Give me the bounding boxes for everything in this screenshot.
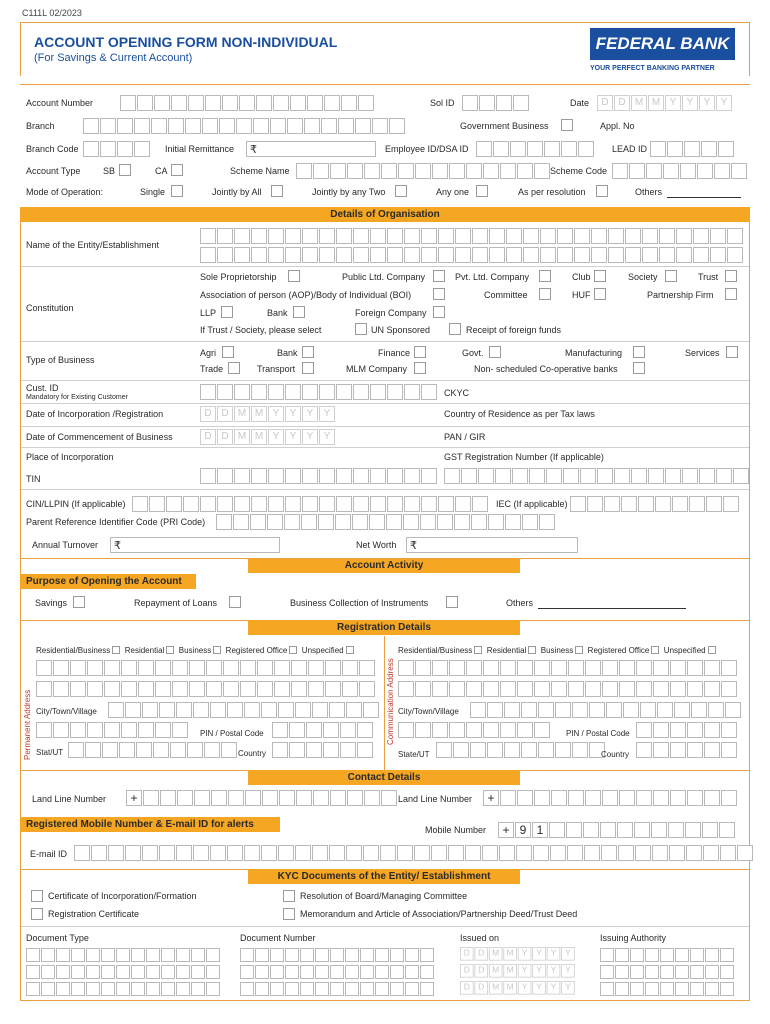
llp-label: LLP bbox=[200, 308, 217, 318]
aop-checkbox[interactable] bbox=[433, 288, 445, 300]
doi-field[interactable]: D D M M Y Y Y Y bbox=[200, 406, 336, 422]
entity-name-field-1[interactable] bbox=[200, 228, 744, 244]
perm-state-label: Stat/UT bbox=[36, 748, 64, 757]
tin-field-left[interactable] bbox=[200, 468, 438, 484]
as-per-resolution-checkbox[interactable] bbox=[596, 185, 608, 197]
email-field[interactable] bbox=[74, 845, 754, 861]
iec-field[interactable] bbox=[570, 496, 740, 512]
comm-state-label: State/UT bbox=[398, 750, 430, 759]
club-checkbox[interactable] bbox=[594, 270, 606, 282]
partnership-label: Partnership Firm bbox=[647, 290, 714, 300]
sb-checkbox[interactable] bbox=[119, 164, 131, 176]
iec-label: IEC (If applicable) bbox=[496, 499, 568, 509]
services-checkbox[interactable] bbox=[726, 346, 738, 358]
lead-id-field[interactable] bbox=[650, 141, 735, 157]
any-one-checkbox[interactable] bbox=[476, 185, 488, 197]
jointly-all-label: Jointly by All bbox=[212, 187, 262, 197]
single-label: Single bbox=[140, 187, 166, 197]
perm-pin-label: PIN / Postal Code bbox=[200, 729, 264, 738]
public-ltd-label: Public Ltd. Company bbox=[342, 272, 426, 282]
club-label: Club bbox=[572, 272, 591, 282]
divider bbox=[21, 341, 749, 342]
scheme-name-label: Scheme Name bbox=[230, 166, 290, 176]
receipt-foreign-label: Receipt of foreign funds bbox=[466, 325, 562, 335]
turnover-label: Annual Turnover bbox=[32, 540, 99, 550]
doc-number-label: Document Number bbox=[240, 933, 316, 943]
if-trust-label: If Trust / Society, please select bbox=[200, 325, 322, 335]
divider bbox=[21, 403, 749, 404]
divider bbox=[20, 84, 750, 85]
appl-no-label: Appl. No bbox=[600, 121, 635, 131]
bank-tagline: YOUR PERFECT BANKING PARTNER bbox=[590, 65, 715, 72]
scheme-code-field[interactable] bbox=[612, 163, 748, 179]
society-checkbox[interactable] bbox=[665, 270, 677, 282]
doi-label: Date of Incorporation /Registration bbox=[26, 409, 164, 419]
net-worth-label: Net Worth bbox=[356, 540, 397, 550]
bank-label: Bank bbox=[267, 308, 288, 318]
issuing-authority-label: Issuing Authority bbox=[600, 933, 667, 943]
sol-id-label: Sol ID bbox=[430, 98, 455, 108]
manufacturing-checkbox[interactable] bbox=[633, 346, 645, 358]
branch-code-label: Branch Code bbox=[26, 144, 79, 154]
perm-address-line-2[interactable] bbox=[36, 681, 376, 697]
agri-checkbox[interactable] bbox=[222, 346, 234, 358]
lead-id-label: LEAD ID bbox=[612, 144, 648, 154]
savings-label: Savings bbox=[35, 598, 68, 608]
tin-field-right[interactable] bbox=[444, 468, 750, 484]
landline-field[interactable]: + bbox=[126, 790, 398, 806]
divider bbox=[21, 926, 749, 927]
ckyc-label: CKYC bbox=[444, 388, 470, 398]
jointly-two-checkbox[interactable] bbox=[395, 185, 407, 197]
savings-checkbox[interactable] bbox=[73, 596, 85, 608]
issued-on-label: Issued on bbox=[460, 933, 500, 943]
branch-code-field[interactable] bbox=[83, 141, 151, 157]
initial-remittance-field[interactable] bbox=[246, 141, 376, 157]
doc-type-row-1[interactable] bbox=[26, 948, 221, 964]
issued-on-2[interactable]: D D M M Y Y Y Y bbox=[460, 964, 576, 978]
divider bbox=[21, 380, 749, 381]
cert-inc-checkbox[interactable] bbox=[31, 890, 43, 902]
memorandum-checkbox[interactable] bbox=[283, 908, 295, 920]
issuing-authority-row-2[interactable] bbox=[600, 965, 735, 981]
branch-field[interactable] bbox=[83, 118, 406, 134]
reg-cert-checkbox[interactable] bbox=[31, 908, 43, 920]
branch-label: Branch bbox=[26, 121, 55, 131]
activity-others-label: Others bbox=[506, 598, 534, 608]
jointly-all-checkbox[interactable] bbox=[271, 185, 283, 197]
left-border bbox=[20, 222, 21, 1000]
account-number-field[interactable] bbox=[120, 95, 375, 111]
bottom-border bbox=[20, 1000, 750, 1001]
foreign-company-checkbox[interactable] bbox=[433, 306, 445, 318]
trust-label: Trust bbox=[698, 272, 719, 282]
jointly-two-label: Jointly by any Two bbox=[312, 187, 386, 197]
scheme-name-field[interactable] bbox=[296, 163, 551, 179]
public-ltd-checkbox[interactable] bbox=[433, 270, 445, 282]
repayment-label: Repayment of Loans bbox=[134, 598, 218, 608]
cin-field[interactable] bbox=[132, 496, 489, 512]
mlm-checkbox[interactable] bbox=[414, 362, 426, 374]
entity-name-label: Name of the Entity/Establishment bbox=[26, 240, 160, 250]
doc-field[interactable]: D D M M Y Y Y Y bbox=[200, 429, 336, 445]
tin-label: TIN bbox=[26, 474, 41, 484]
place-label: Place of Incorporation bbox=[26, 452, 114, 462]
form-code: C111L 02/2023 bbox=[22, 8, 82, 18]
doc-type-row-2[interactable] bbox=[26, 965, 221, 981]
divider bbox=[21, 489, 749, 490]
issued-on-3[interactable]: D D M M Y Y Y Y bbox=[460, 981, 576, 995]
divider bbox=[20, 558, 750, 559]
rupee-icon: ₹ bbox=[250, 144, 257, 156]
entity-name-field-2[interactable] bbox=[200, 247, 744, 263]
divider bbox=[21, 426, 749, 427]
type-business-label: Type of Business bbox=[26, 355, 95, 365]
comm-address-line-2[interactable] bbox=[398, 681, 738, 697]
account-number-label: Account Number bbox=[26, 98, 94, 108]
turnover-field[interactable] bbox=[110, 537, 280, 553]
sb-label: SB bbox=[103, 166, 116, 176]
perm-pin-field[interactable] bbox=[272, 722, 374, 738]
mobile-label: Mobile Number bbox=[425, 825, 487, 835]
doc-number-row-2[interactable] bbox=[240, 965, 435, 981]
account-type-label: Account Type bbox=[26, 166, 81, 176]
trade-checkbox[interactable] bbox=[228, 362, 240, 374]
page-title: ACCOUNT OPENING FORM NON-INDIVIDUAL bbox=[34, 34, 338, 50]
scheme-code-label: Scheme Code bbox=[550, 166, 608, 176]
comm-city-label: City/Town/Village bbox=[398, 707, 459, 716]
rupee-icon: ₹ bbox=[114, 540, 121, 552]
non-coop-checkbox[interactable] bbox=[633, 362, 645, 374]
trust-checkbox[interactable] bbox=[725, 270, 737, 282]
employee-dsa-field[interactable] bbox=[476, 141, 595, 157]
gst-label: GST Registration Number (If applicable) bbox=[444, 452, 604, 462]
perm-country-field[interactable] bbox=[272, 742, 374, 758]
others-line[interactable] bbox=[667, 197, 741, 198]
non-coop-label: Non- scheduled Co-operative banks bbox=[474, 364, 618, 374]
others-label: Others bbox=[635, 187, 663, 197]
doc-number-row-1[interactable] bbox=[240, 948, 435, 964]
manufacturing-label: Manufacturing bbox=[565, 348, 623, 358]
huf-label: HUF bbox=[572, 290, 591, 300]
sole-prop-checkbox[interactable] bbox=[288, 270, 300, 282]
comm-pin-label: PIN / Postal Code bbox=[566, 729, 630, 738]
doc-label: Date of Commencement of Business bbox=[26, 432, 173, 442]
single-checkbox[interactable] bbox=[171, 185, 183, 197]
sol-id-field[interactable] bbox=[462, 95, 530, 111]
contact-heading: Contact Details bbox=[248, 770, 520, 785]
partnership-checkbox[interactable] bbox=[725, 288, 737, 300]
transport-label: Transport bbox=[257, 364, 296, 374]
employee-dsa-label: Employee ID/DSA ID bbox=[385, 144, 469, 154]
pvt-ltd-checkbox[interactable] bbox=[539, 270, 551, 282]
comm-pin-pre[interactable] bbox=[398, 722, 551, 738]
ca-label: CA bbox=[155, 166, 168, 176]
pan-label: PAN / GIR bbox=[444, 432, 486, 442]
perm-city-label: City/Town/Village bbox=[36, 707, 97, 716]
activity-heading: Account Activity bbox=[248, 558, 520, 573]
purpose-heading: Purpose of Opening the Account bbox=[20, 574, 196, 589]
pri-field[interactable] bbox=[216, 514, 556, 530]
finance-checkbox[interactable] bbox=[414, 346, 426, 358]
issuing-authority-row-1[interactable] bbox=[600, 948, 735, 964]
activity-others-line[interactable] bbox=[538, 608, 686, 609]
right-border bbox=[749, 222, 750, 1000]
divider bbox=[21, 447, 749, 448]
huf-checkbox[interactable] bbox=[594, 288, 606, 300]
services-label: Services bbox=[685, 348, 720, 358]
ca-checkbox[interactable] bbox=[171, 164, 183, 176]
rupee-icon: ₹ bbox=[410, 540, 417, 552]
sole-prop-label: Sole Proprietorship bbox=[200, 272, 277, 282]
comm-type-options[interactable]: Residential/Business Residential Business Registered Office Unspecified bbox=[398, 645, 716, 656]
date-label: Date bbox=[570, 98, 590, 108]
comm-pin-field[interactable] bbox=[636, 722, 738, 738]
resolution-checkbox[interactable] bbox=[283, 890, 295, 902]
llp-checkbox[interactable] bbox=[221, 306, 233, 318]
landline2-label: Land Line Number bbox=[398, 794, 473, 804]
collection-label: Business Collection of Instruments bbox=[290, 598, 429, 608]
trade-label: Trade bbox=[200, 364, 224, 374]
mlm-label: MLM Company bbox=[346, 364, 408, 374]
divider bbox=[21, 266, 749, 267]
un-sponsored-label: UN Sponsored bbox=[371, 325, 431, 335]
govt-business-label: Government Business bbox=[460, 121, 549, 131]
divider bbox=[384, 636, 385, 770]
landline-label: Land Line Number bbox=[32, 794, 107, 804]
any-one-label: Any one bbox=[436, 187, 470, 197]
comm-country-field[interactable] bbox=[636, 742, 738, 758]
comm-country-label: Country bbox=[601, 750, 630, 759]
receipt-foreign-checkbox[interactable] bbox=[449, 323, 461, 335]
perm-state-field[interactable] bbox=[68, 742, 238, 758]
un-sponsored-checkbox[interactable] bbox=[355, 323, 367, 335]
comm-address-line-1[interactable] bbox=[398, 660, 738, 676]
comm-state-field[interactable] bbox=[436, 742, 606, 758]
govt-checkbox[interactable] bbox=[489, 346, 501, 358]
foreign-company-label: Foreign Company bbox=[355, 308, 427, 318]
net-worth-field[interactable] bbox=[406, 537, 578, 553]
date-field[interactable]: D D M M Y Y Y Y bbox=[597, 95, 733, 111]
cin-label: CIN/LLPIN (If applicable) bbox=[26, 499, 126, 509]
pvt-ltd-label: Pvt. Ltd. Company bbox=[455, 272, 530, 282]
finance-label: Finance bbox=[378, 348, 411, 358]
memorandum-label: Memorandum and Article of Association/Partnership Deed/Trust Deed bbox=[300, 909, 578, 919]
permanent-address-label: Permanent Address bbox=[23, 689, 32, 760]
initial-remittance-label: Initial Remittance bbox=[165, 144, 235, 154]
collection-checkbox[interactable] bbox=[446, 596, 458, 608]
society-label: Society bbox=[628, 272, 658, 282]
cert-inc-label: Certificate of Incorporation/Formation bbox=[48, 891, 197, 901]
page-subtitle: (For Savings & Current Account) bbox=[34, 52, 193, 64]
perm-pin-pre[interactable] bbox=[36, 722, 189, 738]
communication-address-label: Communication Address bbox=[386, 658, 395, 745]
resolution-label: Resolution of Board/Managing Committee bbox=[300, 891, 468, 901]
cust-id-note: Mandatory for Existing Customer bbox=[26, 394, 128, 401]
doc-number-row-3[interactable] bbox=[240, 982, 435, 998]
bank-checkbox[interactable] bbox=[293, 306, 305, 318]
mobile-heading: Registered Mobile Number & E-mail ID for alerts bbox=[20, 817, 280, 832]
as-per-resolution-label: As per resolution bbox=[518, 187, 586, 197]
org-heading: Details of Organisation bbox=[20, 207, 750, 222]
bank-logo: FEDERAL BANK bbox=[590, 28, 735, 60]
landline2-field[interactable]: + bbox=[483, 790, 738, 806]
doc-type-label: Document Type bbox=[26, 933, 89, 943]
committee-label: Committee bbox=[484, 290, 528, 300]
doc-type-row-3[interactable] bbox=[26, 982, 221, 998]
bank-biz-checkbox[interactable] bbox=[302, 346, 314, 358]
country-tax-label: Country of Residence as per Tax laws bbox=[444, 409, 595, 419]
repayment-checkbox[interactable] bbox=[229, 596, 241, 608]
aop-label: Association of person (AOP)/Body of Individual (BOI) bbox=[200, 290, 412, 300]
transport-checkbox[interactable] bbox=[302, 362, 314, 374]
kyc-heading: KYC Documents of the Entity/ Establishment bbox=[248, 869, 520, 884]
govt-business-checkbox[interactable] bbox=[561, 119, 573, 131]
comm-city-field[interactable] bbox=[470, 702, 742, 718]
issuing-authority-row-3[interactable] bbox=[600, 982, 735, 998]
cust-id-field[interactable] bbox=[200, 384, 438, 400]
govt-label: Govt. bbox=[462, 348, 484, 358]
agri-label: Agri bbox=[200, 348, 217, 358]
reg-heading: Registration Details bbox=[248, 620, 520, 635]
pri-label: Parent Reference Identifier Code (PRI Code) bbox=[26, 517, 206, 527]
perm-type-options[interactable]: Residential/Business Residential Business Registered Office Unspecified bbox=[36, 645, 354, 656]
cust-id-label: Cust. ID bbox=[26, 383, 59, 393]
mode-label: Mode of Operation: bbox=[26, 187, 104, 197]
issued-on-1[interactable]: D D M M Y Y Y Y bbox=[460, 947, 576, 961]
bank-biz-label: Bank bbox=[277, 348, 298, 358]
perm-country-label: Country bbox=[238, 749, 267, 758]
constitution-label: Constitution bbox=[26, 303, 74, 313]
mobile-field[interactable]: + 9 1 bbox=[498, 822, 736, 838]
perm-city-field[interactable] bbox=[108, 702, 380, 718]
perm-address-line-1[interactable] bbox=[36, 660, 376, 676]
email-label: E-mail ID bbox=[30, 849, 68, 859]
committee-checkbox[interactable] bbox=[539, 288, 551, 300]
reg-cert-label: Registration Certificate bbox=[48, 909, 140, 919]
